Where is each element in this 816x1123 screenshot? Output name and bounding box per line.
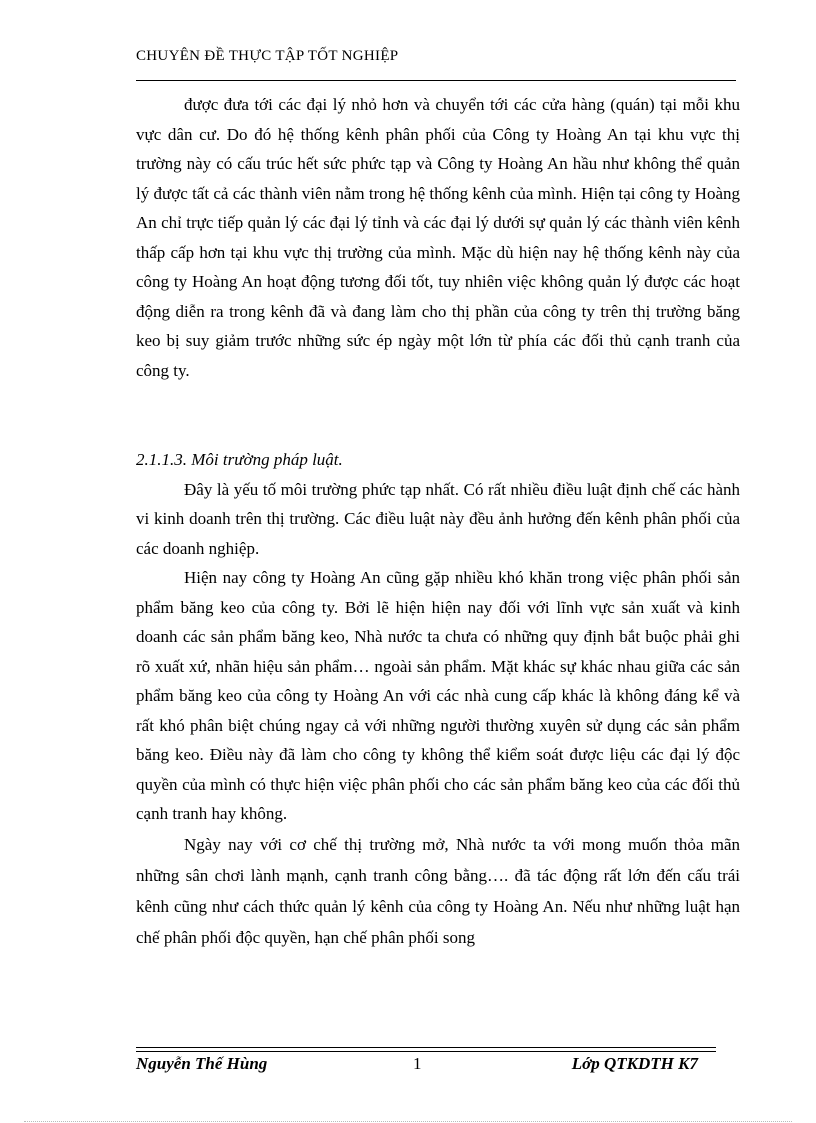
body-paragraph-2: Đây là yếu tố môi trường phức tạp nhất. Có rất nhiều điều luật định chế các hành vi kinh doanh trên thị trường. Các điều luật này đều ảnh hưởng đến kênh phân phối của các doanh nghiệp.	[136, 479, 740, 558]
footer-page-number: 1	[413, 1054, 422, 1073]
footer-class-code: Lớp QTKDTH K7	[571, 1054, 698, 1073]
page-bottom-border	[24, 1121, 792, 1122]
body-paragraph-3: Hiện nay công ty Hoàng An cũng gặp nhiều khó khăn trong việc phân phối sản phẩm băng keo của công ty. Bởi lẽ hiện hiện nay đối với lĩnh vực sản xuất và kinh doanh các sản phẩm băng keo, Nhà nước ta chưa có những quy định bắt buộc phải ghi rõ xuất xứ, nhãn hiệu sản phẩm… ngoài sản phẩm. Mặt khác sự khác nhau giữa các sản phẩm băng keo của công ty Hoàng An với các nhà cung cấp khác là không đáng kể và rất khó phân biệt chúng ngay cả với những người thường xuyên sử dụng các sản phẩm băng keo. Điều này đã làm cho công ty không thể kiểm soát được liệu các đại lý độc quyền của mình có thực hiện việc phân phối cho các sản phẩm băng keo của các đối thủ cạnh tranh hay không.	[136, 568, 740, 823]
section-spacer	[136, 385, 740, 445]
body-paragraph-4: Ngày nay với cơ chế thị trường mở, Nhà nước ta với mong muốn thỏa mãn những sân chơi lành mạnh, cạnh tranh công bằng…. đã tác động rất lớn đến cấu trái kênh cũng như cách thức quản lý kênh của công ty Hoàng An. Nếu như những luật hạn chế phân phối độc quyền, hạn chế phân phối song	[136, 834, 740, 947]
page-footer	[136, 1054, 698, 1078]
footer-divider-bottom	[136, 1051, 716, 1052]
page-header-title: CHUYÊN ĐỀ THỰC TẬP TỐT NGHIỆP	[136, 48, 399, 64]
header-divider	[136, 80, 736, 81]
body-paragraph-1: được đưa tới các đại lý nhỏ hơn và chuyển tới các cửa hàng (quán) tại mỗi khu vực dân cư. Do đó hệ thống kênh phân phối của Công ty Hoàng An tại khu vực thị trường này có cấu trúc hết sức phức tạp và Công ty Hoàng An hầu như không thể quản lý được tất cả các thành viên nằm trong hệ thống kênh của mình. Hiện tại công ty Hoàng An chỉ trực tiếp quản lý các đại lý tỉnh và các đại lý dưới sự quản lý các thành viên kênh thấp cấp hơn tại khu vực thị trường của mình. Mặc dù hiện nay hệ thống kênh này của công ty Hoàng An hoạt động tương đối tốt, tuy nhiên việc không quản lý được các hoạt động diễn ra trong kênh đã và đang làm cho thị phần của công ty trên thị trường băng keo bị suy giảm trước những sức ép ngày một lớn từ phía các đối thủ cạnh tranh của công ty.	[136, 95, 740, 380]
document-body	[136, 90, 740, 953]
footer-divider-top	[136, 1047, 716, 1048]
footer-author: Nguyễn Thế Hùng	[136, 1054, 268, 1073]
section-heading: 2.1.1.3. Môi trường pháp luật.	[136, 450, 343, 469]
